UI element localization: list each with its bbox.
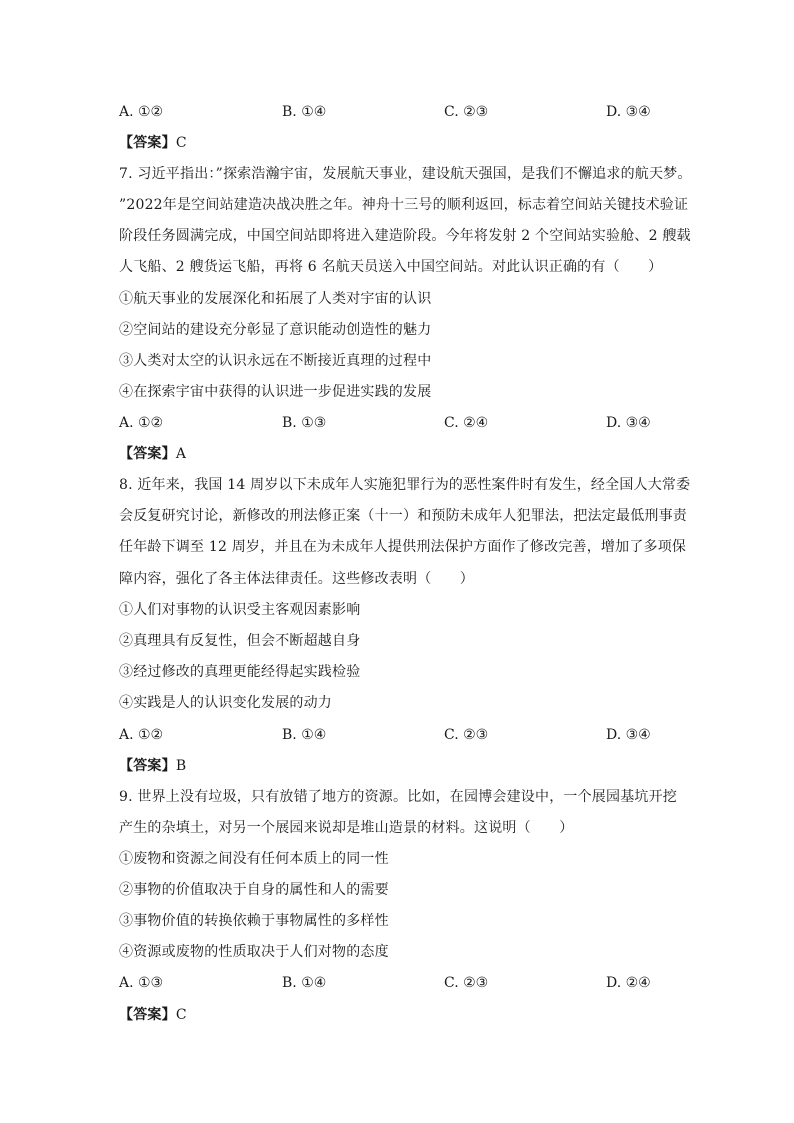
q9-statement-1: ①废物和资源之间没有任何本质上的同一性 <box>119 851 389 867</box>
q8-answer-value: B <box>175 758 187 774</box>
q9-answer <box>119 1005 679 1025</box>
q7-stem-line-2: ”2022年是空间站建造决战决胜之年。神舟十三号的顺利返回，标志着空间站关键技术验证 <box>119 197 689 213</box>
q7-answer-value: A <box>175 446 187 462</box>
q7-option-a: A. ①② <box>119 415 164 431</box>
q6-answer-value: C <box>175 135 187 151</box>
q7-answer <box>119 444 679 464</box>
q8-option-b: B. ①④ <box>282 727 327 743</box>
q8-answer-label: 【答案】 <box>119 758 176 774</box>
q9-answer-label: 【答案】 <box>119 1007 176 1023</box>
q7-statement-3: ③人类对太空的认识永远在不断接近真理的过程中 <box>119 353 432 369</box>
q7-statement-2: ②空间站的建设充分彰显了意识能动创造性的魅力 <box>119 322 432 338</box>
q8-option-d: D. ③④ <box>606 727 651 743</box>
q7-statement-4: ④在探索宇宙中获得的认识进一步促进实践的发展 <box>119 384 432 400</box>
q6-option-c: C. ②③ <box>444 104 489 120</box>
q7-stem-line-1: 7. 习近平指出：”探索浩瀚宇宙，发展航天事业，建设航天强国，是我们不懈追求的航天梦。 <box>119 166 692 182</box>
q9-stem-line-2: 产生的杂填土，对另一个展园来说却是堆山造景的材料。这说明（ ） <box>119 820 574 836</box>
q8-stem-line-1: 8. 近年来，我国 14 周岁以下未成年人实施犯罪行为的恶性案件时有发生，经全国人大常委 <box>119 477 691 493</box>
q8-statement-4: ④实践是人的认识变化发展的动力 <box>119 695 332 711</box>
q6-option-a: A. ①② <box>119 104 164 120</box>
q8-stem-line-4: 障内容，强化了各主体法律责任。这些修改表明（ ） <box>119 571 474 587</box>
q9-option-a: A. ①③ <box>119 975 164 991</box>
q8-statement-2: ②真理具有反复性，但会不断超越自身 <box>119 633 361 649</box>
q7-answer-label: 【答案】 <box>119 446 176 462</box>
q6-option-b: B. ①④ <box>282 104 327 120</box>
q8-statement-3: ③经过修改的真理更能经得起实践检验 <box>119 664 361 680</box>
q8-option-c: C. ②③ <box>444 727 489 743</box>
q9-statement-3: ③事物价值的转换依赖于事物属性的多样性 <box>119 913 389 929</box>
q9-option-b: B. ①④ <box>282 975 327 991</box>
q9-option-d: D. ②④ <box>606 975 651 991</box>
q9-option-c: C. ②③ <box>444 975 489 991</box>
q7-option-d: D. ③④ <box>606 415 651 431</box>
q9-options <box>119 973 679 993</box>
q7-options <box>119 413 679 433</box>
q6-answer-label: 【答案】 <box>119 135 176 151</box>
q9-answer-value: C <box>175 1007 187 1023</box>
q8-stem-line-2: 会反复研究讨论，新修改的刑法修正案（十一）和预防未成年人犯罪法，把法定最低刑事责 <box>119 508 687 524</box>
q8-stem-line-3: 任年龄下调至 12 周岁，并且在为未成年人提供刑法保护方面作了修改完善，增加了多项保 <box>119 539 687 555</box>
q9-stem-line-1: 9. 世界上没有垃圾，只有放错了地方的资源。比如，在园博会建设中，一个展园基坑开挖 <box>119 789 678 805</box>
q6-options <box>119 102 679 122</box>
q7-option-b: B. ①③ <box>282 415 327 431</box>
q7-option-c: C. ②④ <box>444 415 489 431</box>
q8-option-a: A. ①② <box>119 727 164 743</box>
q9-statement-2: ②事物的价值取决于自身的属性和人的需要 <box>119 882 389 898</box>
q7-statement-1: ①航天事业的发展深化和拓展了人类对宇宙的认识 <box>119 291 432 307</box>
q9-statement-4: ④资源或废物的性质取决于人们对物的态度 <box>119 944 389 960</box>
q8-answer <box>119 756 679 776</box>
q8-options <box>119 725 679 745</box>
q7-stem-line-3: 阶段任务圆满完成，中国空间站即将进入建造阶段。今年将发射 2 个空间站实验舱、2 艘载 <box>119 228 691 244</box>
q8-statement-1: ①人们对事物的认识受主客观因素影响 <box>119 602 361 618</box>
q7-stem-line-4: 人飞船、2 艘货运飞船，再将 6 名航天员送入中国空间站。对此认识正确的有（ ） <box>119 259 663 275</box>
q6-answer <box>119 133 679 153</box>
q6-option-d: D. ③④ <box>606 104 651 120</box>
